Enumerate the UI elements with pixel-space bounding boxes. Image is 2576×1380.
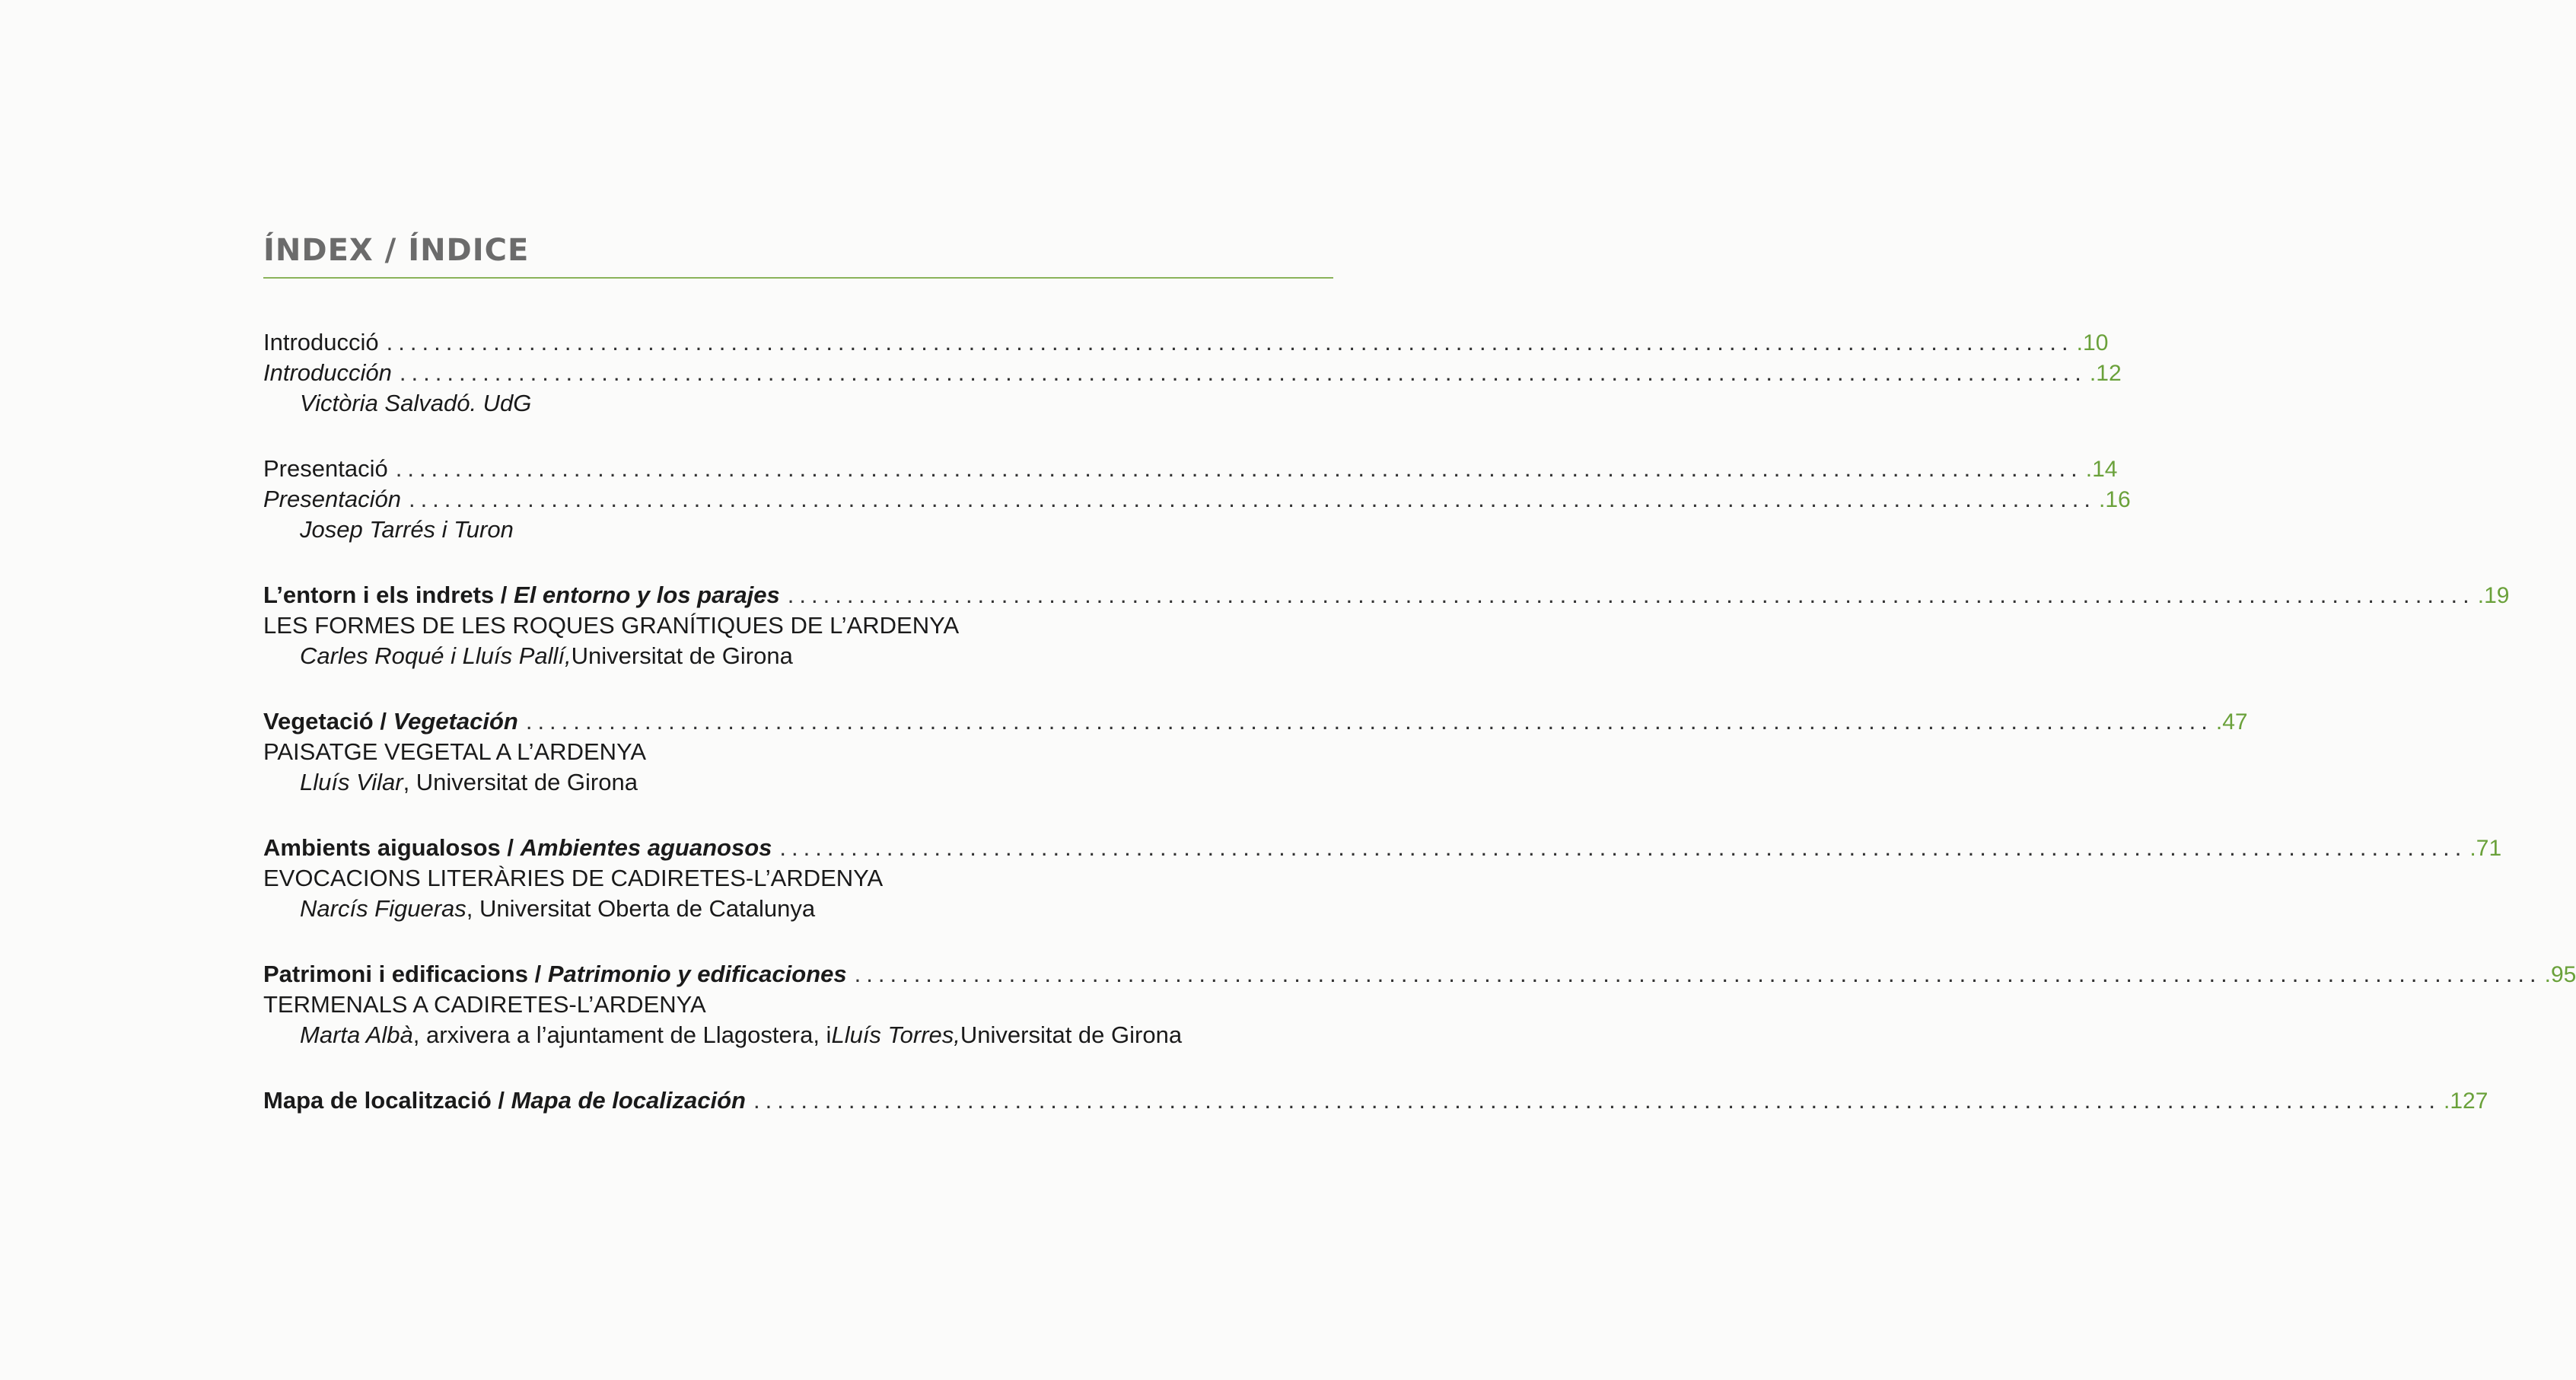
toc-group-mapa [263,1085,2488,1116]
title-divider [263,277,1333,279]
toc-section-entry[interactable] [263,580,2510,610]
toc-article-title: EVOCACIONS LITERÀRIES DE CADIRETES-L’ARDENYA [263,865,884,891]
toc-entry-label: Presentació [263,455,388,482]
toc-section-entry[interactable] [263,833,2502,863]
page-number: .14 [2085,457,2118,482]
toc-section-title: Vegetació / Vegetación [263,708,518,735]
dot-leader: .............................................................................................................................................. [395,455,2083,482]
dot-leader: .............................................................................................................................................. [787,582,2475,608]
page-number: .47 [2215,709,2248,735]
toc-section-entry[interactable] [263,1085,2488,1116]
toc-entry-label: Introducció [263,329,379,355]
dot-leader: .............................................................................................................................................. [779,834,2467,861]
toc-group-patrimoni [263,959,2576,1050]
dot-leader: .............................................................................................................................................. [854,961,2542,987]
toc-group-vegetacio [263,706,2248,798]
toc-author: Carles Roqué i Lluís Pallí, Universitat de Girona [300,642,793,669]
toc-entry-label: Presentación [263,486,401,512]
page-number: .95 [2544,962,2576,987]
toc-group-introduction [263,327,2122,419]
toc-group-entorn [263,580,2510,671]
page-number: .127 [2444,1088,2488,1114]
toc-section-title: Ambients aigualosos / Ambientes aguanosos [263,834,772,861]
toc-section-entry[interactable] [263,706,2248,737]
toc-entry-label: Introducción [263,359,392,386]
page-title: ÍNDEX / ÍNDICE [263,233,530,268]
page-number: .71 [2469,836,2502,861]
toc-entry[interactable] [263,358,2122,388]
toc-article-title: PAISATGE VEGETAL A L’ARDENYA [263,738,647,765]
toc-group-presentation [263,454,2131,545]
toc-section-title: Patrimoni i edificacions / Patrimonio y edificaciones [263,961,847,987]
toc-section-title: L’entorn i els indrets / El entorno y los parajes [263,582,780,608]
dot-leader: .............................................................................................................................................. [386,329,2074,355]
page-number: .10 [2076,330,2109,355]
toc-entry[interactable] [263,327,2109,358]
page-number: .19 [2477,583,2510,608]
toc-entry[interactable] [263,484,2131,515]
dot-leader: .............................................................................................................................................. [753,1087,2441,1114]
page-number: .12 [2089,361,2122,386]
dot-leader: .............................................................................................................................................. [525,708,2213,735]
toc-author: Narcís Figueras , Universitat Oberta de Catalunya [300,895,816,922]
toc-article-title: LES FORMES DE LES ROQUES GRANÍTIQUES DE L’ARDENYA [263,612,960,639]
toc-group-ambients [263,833,2502,924]
toc-author: Lluís Vilar , Universitat de Girona [300,769,638,795]
dot-leader: .............................................................................................................................................. [408,486,2096,512]
toc-author: Josep Tarrés i Turon [300,516,514,543]
toc-entry[interactable] [263,454,2118,484]
toc-section-title: Mapa de localització / Mapa de localización [263,1087,746,1114]
toc-section-entry[interactable] [263,959,2576,990]
table-of-contents [263,327,2576,1151]
toc-author: Victòria Salvadó. UdG [300,390,532,416]
toc-author: Marta Albà , arxivera a l’ajuntament de Llagostera, i Lluís Torres, Universitat de Girona [300,1021,1183,1048]
toc-article-title: TERMENALS A CADIRETES-L’ARDENYA [263,991,706,1018]
dot-leader: .............................................................................................................................................. [399,359,2087,386]
page-number: .16 [2098,487,2131,512]
